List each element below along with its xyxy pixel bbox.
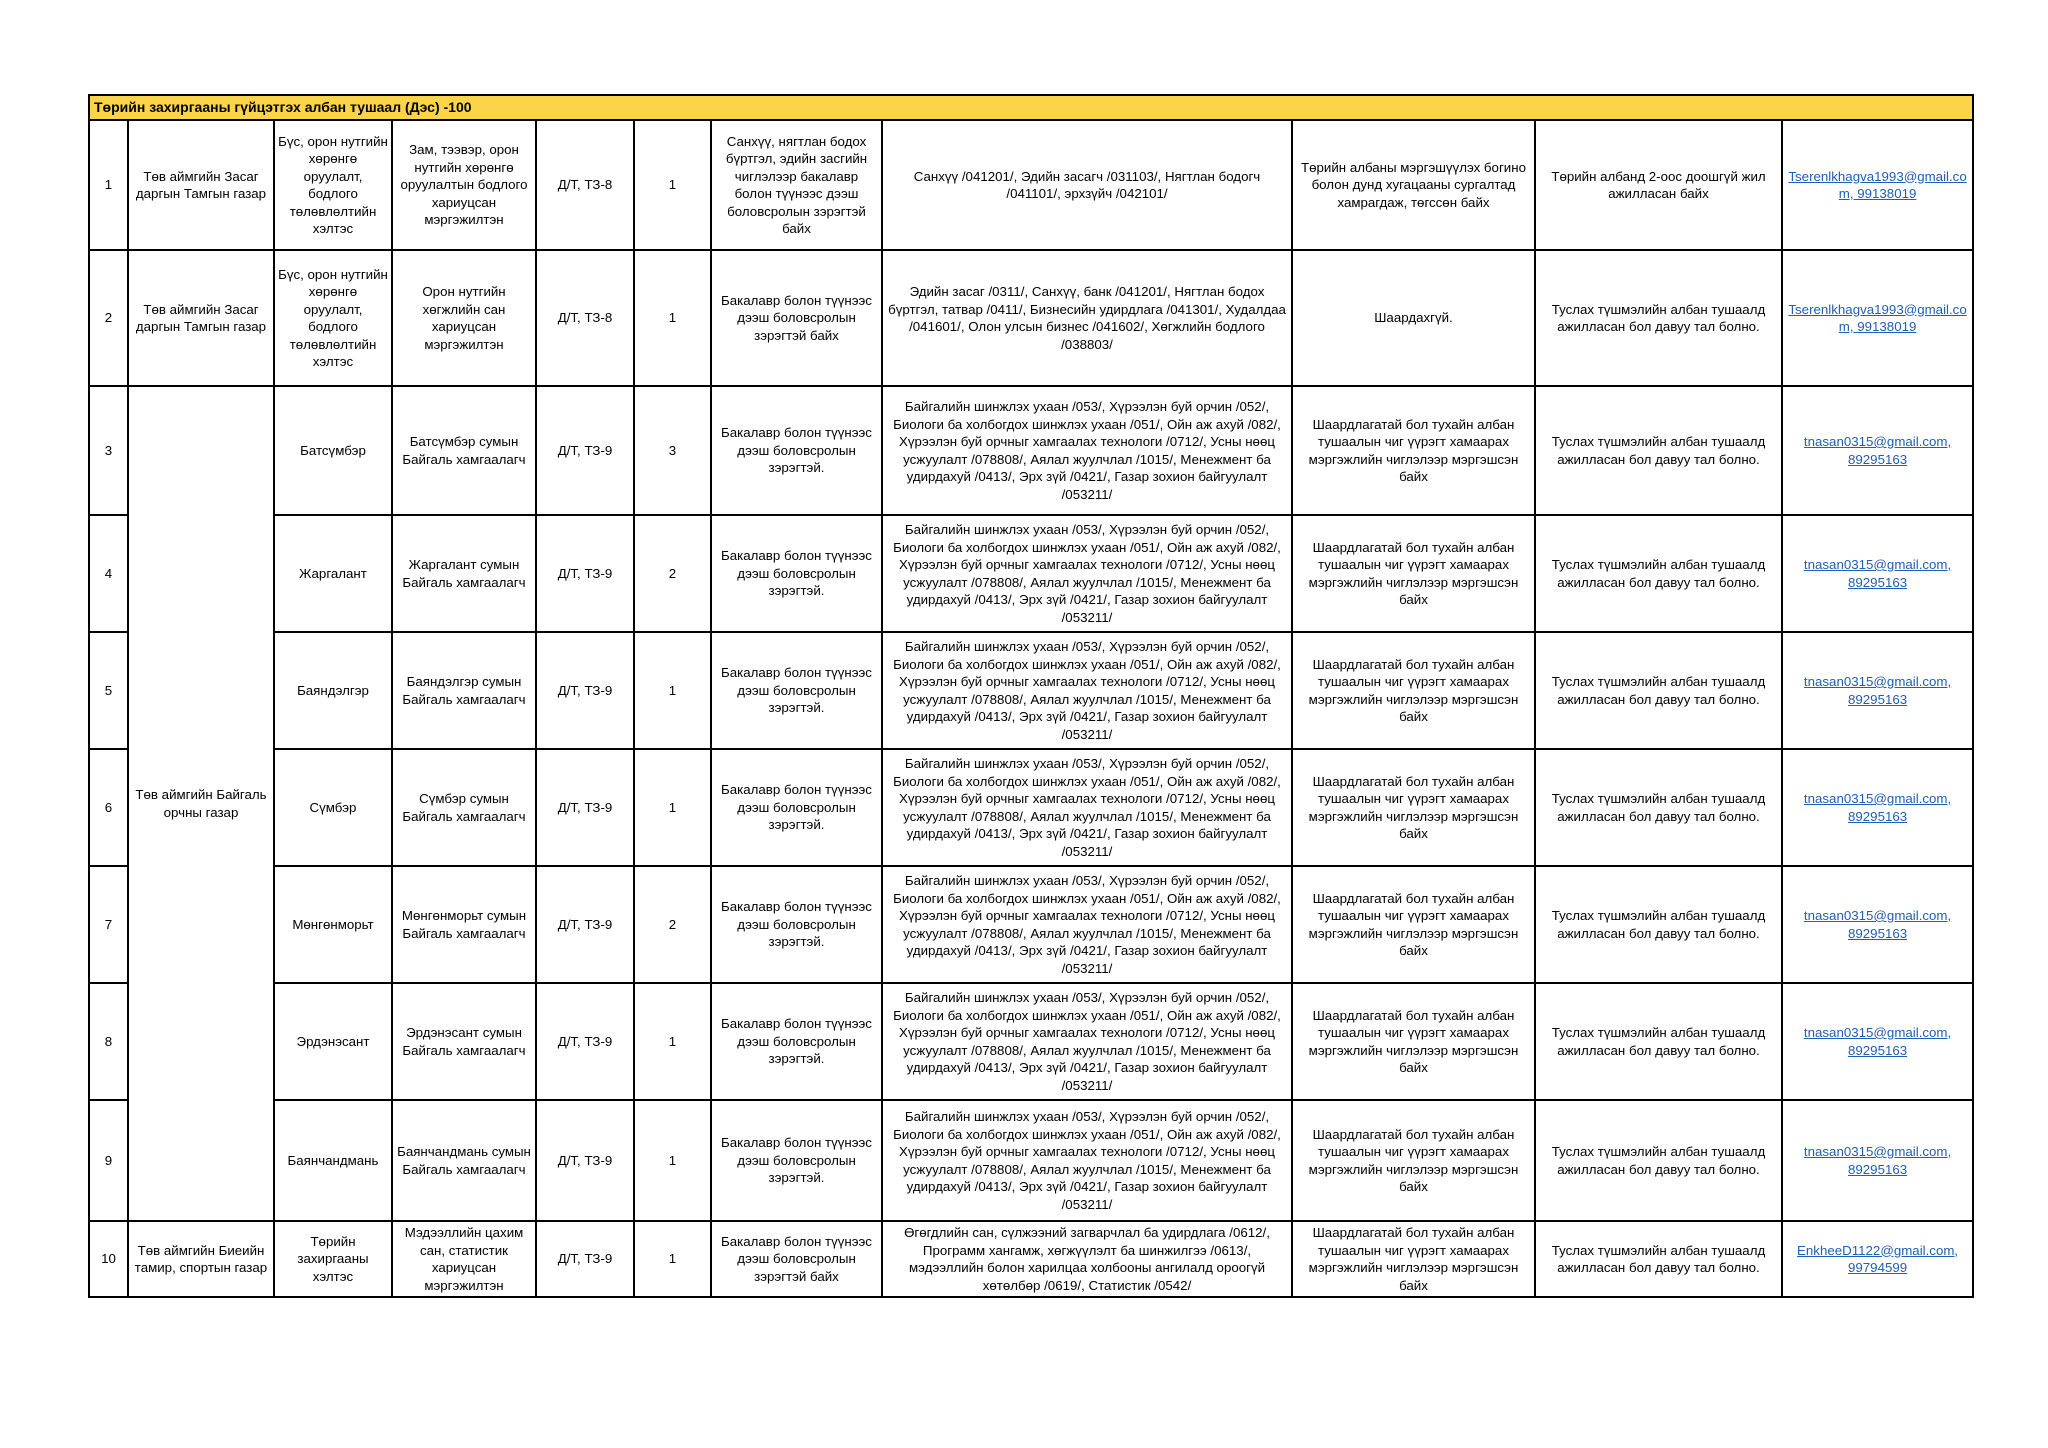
education-requirement: Санхүү, нягтлан бодох бүртгэл, эдийн засгийн чиглэлээр бакалавр болон түүнээс дээш боловсролын зэрэгтэй байх: [711, 120, 882, 250]
organization: Төв аймгийн Засаг даргын Тамгын газар: [128, 250, 274, 386]
row-number: 10: [89, 1221, 128, 1297]
experience-requirement: Туслах түшмэлийн албан тушаалд ажилласан бол давуу тал болно.: [1535, 749, 1782, 866]
vacancy-count: 1: [634, 1100, 711, 1221]
position: Жаргалант сумын Байгаль хамгаалагч: [392, 515, 536, 632]
position: Зам, тээвэр, орон нутгийн хөрөнгө оруулалтын бодлого хариуцсан мэргэжилтэн: [392, 120, 536, 250]
contact-cell: [1782, 632, 1973, 749]
contact-cell: [1782, 1221, 1973, 1297]
rank: Д/Т, ТЗ-9: [536, 1221, 634, 1297]
vacancy-count: 2: [634, 866, 711, 983]
organization: Төв аймгийн Засаг даргын Тамгын газар: [128, 120, 274, 250]
contact-link[interactable]: Tserenlkhagva1993@gmail.com, 99138019: [1788, 168, 1967, 201]
experience-requirement: Төрийн албанд 2-оос доошгүй жил ажилласан байх: [1535, 120, 1782, 250]
education-requirement: Бакалавр болон түүнээс дээш боловсролын зэрэгтэй.: [711, 632, 882, 749]
contact-cell: [1782, 866, 1973, 983]
row-number: 8: [89, 983, 128, 1100]
contact-cell: [1782, 749, 1973, 866]
table-row: [89, 983, 1973, 1100]
contact-cell: [1782, 386, 1973, 515]
row-number: 5: [89, 632, 128, 749]
contact-cell: [1782, 250, 1973, 386]
table-row: [89, 386, 1973, 515]
experience-requirement: Туслах түшмэлийн албан тушаалд ажилласан бол давуу тал болно.: [1535, 632, 1782, 749]
contact-cell: [1782, 983, 1973, 1100]
department: Баяндэлгэр: [274, 632, 392, 749]
organization: Төв аймгийн Байгаль орчны газар: [128, 386, 274, 1221]
training-requirement: Шаардлагатай бол тухайн албан тушаалын чиг үүрэгт хамаарах мэргэжлийн чиглэлээр мэргэшсэн байх: [1292, 866, 1535, 983]
table-row: [89, 1221, 1973, 1297]
vacancy-count: 1: [634, 250, 711, 386]
department: Жаргалант: [274, 515, 392, 632]
profession-requirement: Байгалийн шинжлэх ухаан /053/, Хүрээлэн буй орчин /052/, Биологи ба холбогдох шинжлэх ухаан /051/, Ойн аж ахуй /082/, Хүрээлэн буй орчныг хамгаалах технологи /0712/, Усны нөөц усжуулалт /078808/, Аялал жуулчлал /1015/, Менежмент ба удирдахуй /0413/, Эрх зүй /0421/, Газар зохион байгуулалт /053211/: [882, 632, 1292, 749]
contact-link[interactable]: tnasan0315@gmail.com, 89295163: [1803, 908, 1952, 941]
education-requirement: Бакалавр болон түүнээс дээш боловсролын зэрэгтэй байх: [711, 250, 882, 386]
rank: Д/Т, ТЗ-9: [536, 632, 634, 749]
experience-requirement: Туслах түшмэлийн албан тушаалд ажилласан бол давуу тал болно.: [1535, 250, 1782, 386]
department: Эрдэнэсант: [274, 983, 392, 1100]
row-number: 7: [89, 866, 128, 983]
experience-requirement: Туслах түшмэлийн албан тушаалд ажилласан бол давуу тал болно.: [1535, 515, 1782, 632]
rank: Д/Т, ТЗ-8: [536, 120, 634, 250]
organization: Төв аймгийн Биеийн тамир, спортын газар: [128, 1221, 274, 1297]
training-requirement: Шаардлагатай бол тухайн албан тушаалын чиг үүрэгт хамаарах мэргэжлийн чиглэлээр мэргэшсэн байх: [1292, 515, 1535, 632]
vacancy-count: 1: [634, 1221, 711, 1297]
education-requirement: Бакалавр болон түүнээс дээш боловсролын зэрэгтэй.: [711, 749, 882, 866]
table-row: [89, 250, 1973, 386]
education-requirement: Бакалавр болон түүнээс дээш боловсролын зэрэгтэй байх: [711, 1221, 882, 1297]
position: Мөнгөнморьт сумын Байгаль хамгаалагч: [392, 866, 536, 983]
contact-cell: [1782, 1100, 1973, 1221]
contact-link[interactable]: Tserenlkhagva1993@gmail.com, 99138019: [1788, 301, 1967, 334]
row-number: 9: [89, 1100, 128, 1221]
profession-requirement: Санхүү /041201/, Эдийн засагч /031103/, Нягтлан бодогч /041101/, эрхзүйч /042101/: [882, 120, 1292, 250]
department: Мөнгөнморьт: [274, 866, 392, 983]
position: Мэдээллийн цахим сан, статистик хариуцсан мэргэжилтэн: [392, 1221, 536, 1297]
contact-link[interactable]: tnasan0315@gmail.com, 89295163: [1803, 791, 1952, 824]
profession-requirement: Байгалийн шинжлэх ухаан /053/, Хүрээлэн буй орчин /052/, Биологи ба холбогдох шинжлэх ухаан /051/, Ойн аж ахуй /082/, Хүрээлэн буй орчныг хамгаалах технологи /0712/, Усны нөөц усжуулалт /078808/, Аялал жуулчлал /1015/, Менежмент ба удирдахуй /0413/, Эрх зүй /0421/, Газар зохион байгуулалт /053211/: [882, 983, 1292, 1100]
profession-requirement: Эдийн засаг /0311/, Санхүү, банк /041201/, Нягтлан бодох бүртгэл, татвар /0411/, Бизнесийн удирдлага /041301/, Худалдаа /041601/, Олон улсын бизнес /041602/, Хөгжлийн бодлого /038803/: [882, 250, 1292, 386]
contact-link[interactable]: tnasan0315@gmail.com, 89295163: [1803, 1025, 1952, 1058]
training-requirement: Шаардлагатай бол тухайн албан тушаалын чиг үүрэгт хамаарах мэргэжлийн чиглэлээр мэргэшсэн байх: [1292, 386, 1535, 515]
training-requirement: Шаардлагатай бол тухайн албан тушаалын чиг үүрэгт хамаарах мэргэжлийн чиглэлээр мэргэшсэн байх: [1292, 983, 1535, 1100]
position: Орон нутгийн хөгжлийн сан хариуцсан мэргэжилтэн: [392, 250, 536, 386]
profession-requirement: Байгалийн шинжлэх ухаан /053/, Хүрээлэн буй орчин /052/, Биологи ба холбогдох шинжлэх ухаан /051/, Ойн аж ахуй /082/, Хүрээлэн буй орчныг хамгаалах технологи /0712/, Усны нөөц усжуулалт /078808/, Аялал жуулчлал /1015/, Менежмент ба удирдахуй /0413/, Эрх зүй /0421/, Газар зохион байгуулалт /053211/: [882, 386, 1292, 515]
row-number: 1: [89, 120, 128, 250]
row-number: 2: [89, 250, 128, 386]
rank: Д/Т, ТЗ-9: [536, 983, 634, 1100]
experience-requirement: Туслах түшмэлийн албан тушаалд ажилласан бол давуу тал болно.: [1535, 1100, 1782, 1221]
vacancy-count: 3: [634, 386, 711, 515]
profession-requirement: Байгалийн шинжлэх ухаан /053/, Хүрээлэн буй орчин /052/, Биологи ба холбогдох шинжлэх ухаан /051/, Ойн аж ахуй /082/, Хүрээлэн буй орчныг хамгаалах технологи /0712/, Усны нөөц усжуулалт /078808/, Аялал жуулчлал /1015/, Менежмент ба удирдахуй /0413/, Эрх зүй /0421/, Газар зохион байгуулалт /053211/: [882, 515, 1292, 632]
experience-requirement: Туслах түшмэлийн албан тушаалд ажилласан бол давуу тал болно.: [1535, 1221, 1782, 1297]
training-requirement: Төрийн албаны мэргэшүүлэх богино болон дунд хугацааны сургалтад хамрагдаж, төгссөн байх: [1292, 120, 1535, 250]
row-number: 4: [89, 515, 128, 632]
table-row: [89, 1100, 1973, 1221]
rank: Д/Т, ТЗ-9: [536, 749, 634, 866]
contact-link[interactable]: tnasan0315@gmail.com, 89295163: [1803, 434, 1952, 467]
contact-link[interactable]: tnasan0315@gmail.com, 89295163: [1803, 1144, 1952, 1177]
experience-requirement: Туслах түшмэлийн албан тушаалд ажилласан бол давуу тал болно.: [1535, 983, 1782, 1100]
training-requirement: Шаардлагатай бол тухайн албан тушаалын чиг үүрэгт хамаарах мэргэжлийн чиглэлээр мэргэшсэн байх: [1292, 1221, 1535, 1297]
profession-requirement: Байгалийн шинжлэх ухаан /053/, Хүрээлэн буй орчин /052/, Биологи ба холбогдох шинжлэх ухаан /051/, Ойн аж ахуй /082/, Хүрээлэн буй орчныг хамгаалах технологи /0712/, Усны нөөц усжуулалт /078808/, Аялал жуулчлал /1015/, Менежмент ба удирдахуй /0413/, Эрх зүй /0421/, Газар зохион байгуулалт /053211/: [882, 749, 1292, 866]
rank: Д/Т, ТЗ-9: [536, 866, 634, 983]
position: Баянчандмань сумын Байгаль хамгаалагч: [392, 1100, 536, 1221]
vacancy-count: 1: [634, 983, 711, 1100]
rank: Д/Т, ТЗ-9: [536, 515, 634, 632]
rank: Д/Т, ТЗ-9: [536, 386, 634, 515]
contact-cell: [1782, 515, 1973, 632]
department: Сүмбэр: [274, 749, 392, 866]
education-requirement: Бакалавр болон түүнээс дээш боловсролын зэрэгтэй.: [711, 1100, 882, 1221]
table-title: Төрийн захиргааны гүйцэтгэх албан тушаал (Дэс) -100: [89, 95, 1973, 120]
row-number: 6: [89, 749, 128, 866]
department: Бүс, орон нутгийн хөрөнгө оруулалт, бодлого төлөвлөлтийн хэлтэс: [274, 120, 392, 250]
table-row: [89, 866, 1973, 983]
education-requirement: Бакалавр болон түүнээс дээш боловсролын зэрэгтэй.: [711, 386, 882, 515]
vacancy-count: 2: [634, 515, 711, 632]
profession-requirement: Байгалийн шинжлэх ухаан /053/, Хүрээлэн буй орчин /052/, Биологи ба холбогдох шинжлэх ухаан /051/, Ойн аж ахуй /082/, Хүрээлэн буй орчныг хамгаалах технологи /0712/, Усны нөөц усжуулалт /078808/, Аялал жуулчлал /1015/, Менежмент ба удирдахуй /0413/, Эрх зүй /0421/, Газар зохион байгуулалт /053211/: [882, 1100, 1292, 1221]
department: Төрийн захиргааны хэлтэс: [274, 1221, 392, 1297]
education-requirement: Бакалавр болон түүнээс дээш боловсролын зэрэгтэй.: [711, 515, 882, 632]
profession-requirement: Байгалийн шинжлэх ухаан /053/, Хүрээлэн буй орчин /052/, Биологи ба холбогдох шинжлэх ухаан /051/, Ойн аж ахуй /082/, Хүрээлэн буй орчныг хамгаалах технологи /0712/, Усны нөөц усжуулалт /078808/, Аялал жуулчлал /1015/, Менежмент ба удирдахуй /0413/, Эрх зүй /0421/, Газар зохион байгуулалт /053211/: [882, 866, 1292, 983]
position: Батсүмбэр сумын Байгаль хамгаалагч: [392, 386, 536, 515]
department: Бүс, орон нутгийн хөрөнгө оруулалт, бодлого төлөвлөлтийн хэлтэс: [274, 250, 392, 386]
table-row: [89, 632, 1973, 749]
position: Сүмбэр сумын Байгаль хамгаалагч: [392, 749, 536, 866]
department: Батсүмбэр: [274, 386, 392, 515]
training-requirement: Шаардлагатай бол тухайн албан тушаалын чиг үүрэгт хамаарах мэргэжлийн чиглэлээр мэргэшсэн байх: [1292, 1100, 1535, 1221]
table-row: [89, 120, 1973, 250]
contact-link[interactable]: tnasan0315@gmail.com, 89295163: [1803, 557, 1952, 590]
training-requirement: Шаардахгүй.: [1292, 250, 1535, 386]
table-row: [89, 749, 1973, 866]
department: Баянчандмань: [274, 1100, 392, 1221]
education-requirement: Бакалавр болон түүнээс дээш боловсролын зэрэгтэй.: [711, 866, 882, 983]
position: Баяндэлгэр сумын Байгаль хамгаалагч: [392, 632, 536, 749]
vacancy-count: 1: [634, 749, 711, 866]
contact-cell: [1782, 120, 1973, 250]
rank: Д/Т, ТЗ-8: [536, 250, 634, 386]
position: Эрдэнэсант сумын Байгаль хамгаалагч: [392, 983, 536, 1100]
table-row: [89, 515, 1973, 632]
vacancy-table: [88, 94, 1974, 1298]
row-number: 3: [89, 386, 128, 515]
training-requirement: Шаардлагатай бол тухайн албан тушаалын чиг үүрэгт хамаарах мэргэжлийн чиглэлээр мэргэшсэн байх: [1292, 749, 1535, 866]
training-requirement: Шаардлагатай бол тухайн албан тушаалын чиг үүрэгт хамаарах мэргэжлийн чиглэлээр мэргэшсэн байх: [1292, 632, 1535, 749]
profession-requirement: Өгөгдлийн сан, сүлжээний загварчлал ба удирдлага /0612/, Программ хангамж, хөгжүүлэлт ба шинжилгээ /0613/, мэдээллийн болон харилцаа холбооны ангилалд ороогүй хөтөлбөр /0619/, Статистик /0542/: [882, 1221, 1292, 1297]
contact-link[interactable]: EnkheeD1122@gmail.com, 99794599: [1797, 1242, 1959, 1275]
rank: Д/Т, ТЗ-9: [536, 1100, 634, 1221]
experience-requirement: Туслах түшмэлийн албан тушаалд ажилласан бол давуу тал болно.: [1535, 866, 1782, 983]
experience-requirement: Туслах түшмэлийн албан тушаалд ажилласан бол давуу тал болно.: [1535, 386, 1782, 515]
contact-link[interactable]: tnasan0315@gmail.com, 89295163: [1803, 674, 1952, 707]
vacancy-count: 1: [634, 120, 711, 250]
education-requirement: Бакалавр болон түүнээс дээш боловсролын зэрэгтэй.: [711, 983, 882, 1100]
vacancy-count: 1: [634, 632, 711, 749]
